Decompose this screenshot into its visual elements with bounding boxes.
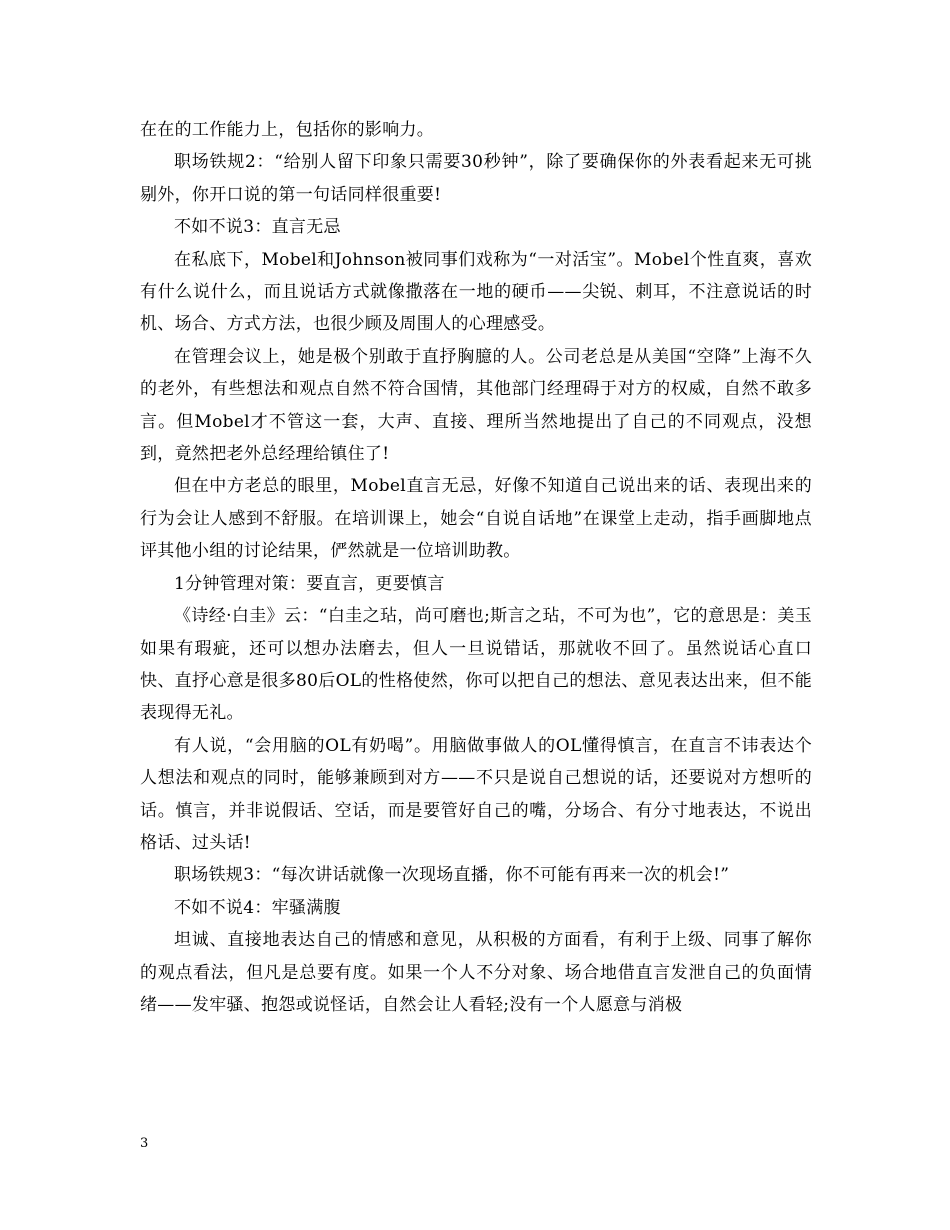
paragraph-rule-2: 职场铁规2：“给别人留下印象只需要30秒钟”，除了要确保你的外表看起来无可挑剔外，你开口说的第一句话同样很重要! xyxy=(140,152,812,205)
body-text xyxy=(140,114,812,1021)
paragraph-8: 《诗经·白圭》云：“白圭之玷，尚可磨也;斯言之玷，不可为也”，它的意思是：美玉如果有瑕疵，还可以想办法磨去，但人一旦说错话，那就收不回了。虽然说话心直口快、直抒心意是很多80后OL的性格使然，你可以把自己的想法、意见表达出来，但不能表现得无礼。 xyxy=(140,606,812,724)
page-number: 3 xyxy=(140,1136,149,1151)
paragraph-4: 在私底下，Mobel和Johnson被同事们戏称为“一对活宝”。Mobel个性直爽，喜欢有什么说什么，而且说话方式就像撒落在一地的硬币——尖锐、刺耳，不注意说话的时机、场合、方式方法，也很少顾及周围人的心理感受。 xyxy=(140,249,812,335)
paragraph-12: 坦诚、直接地表达自己的情感和意见，从积极的方面看，有利于上级、同事了解你的观点看法，但凡是总要有度。如果一个人不分对象、场合地借直言发泄自己的负面情绪——发牢骚、抱怨或说怪话，自然会让人看轻;没有一个人愿意与消极 xyxy=(140,930,812,1015)
section-heading-3: 不如不说3：直言无忌 xyxy=(174,217,341,238)
section-heading-4: 不如不说4：牢骚满腹 xyxy=(174,897,341,918)
paragraph-rule-3: 职场铁规3：“每次讲话就像一次现场直播，你不可能有再来一次的机会!” xyxy=(174,865,730,886)
paragraph-5: 在管理会议上，她是极个别敢于直抒胸臆的人。公司老总是从美国“空降”上海不久的老外，有些想法和观点自然不符合国情，其他部门经理碍于对方的权威，自然不敢多言。但Mobel才不管这一套，大声、直接、理所当然地提出了自己的不同观点，没想到，竟然把老外总经理给镇住了! xyxy=(140,346,812,465)
paragraph-1: 在在的工作能力上，包括你的影响力。 xyxy=(140,120,435,140)
section-heading-strategy: 1分钟管理对策：要直言，更要慎言 xyxy=(174,573,445,594)
paragraph-9: 有人说，“会用脑的OL有奶喝”。用脑做事做人的OL懂得慎言，在直言不讳表达个人想法和观点的同时，能够兼顾到对方——不只是说自己想说的话，还要说对方想听的话。慎言，并非说假话、空话，而是要管好自己的嘴，分场合、有分寸地表达，不说出格话、过头话! xyxy=(140,735,812,853)
paragraph-6: 但在中方老总的眼里，Mobel直言无忌，好像不知道自己说出来的话、表现出来的行为会让人感到不舒服。在培训课上，她会“自说自话地”在课堂上走动，指手画脚地点评其他小组的讨论结果，俨然就是一位培训助教。 xyxy=(140,476,812,562)
